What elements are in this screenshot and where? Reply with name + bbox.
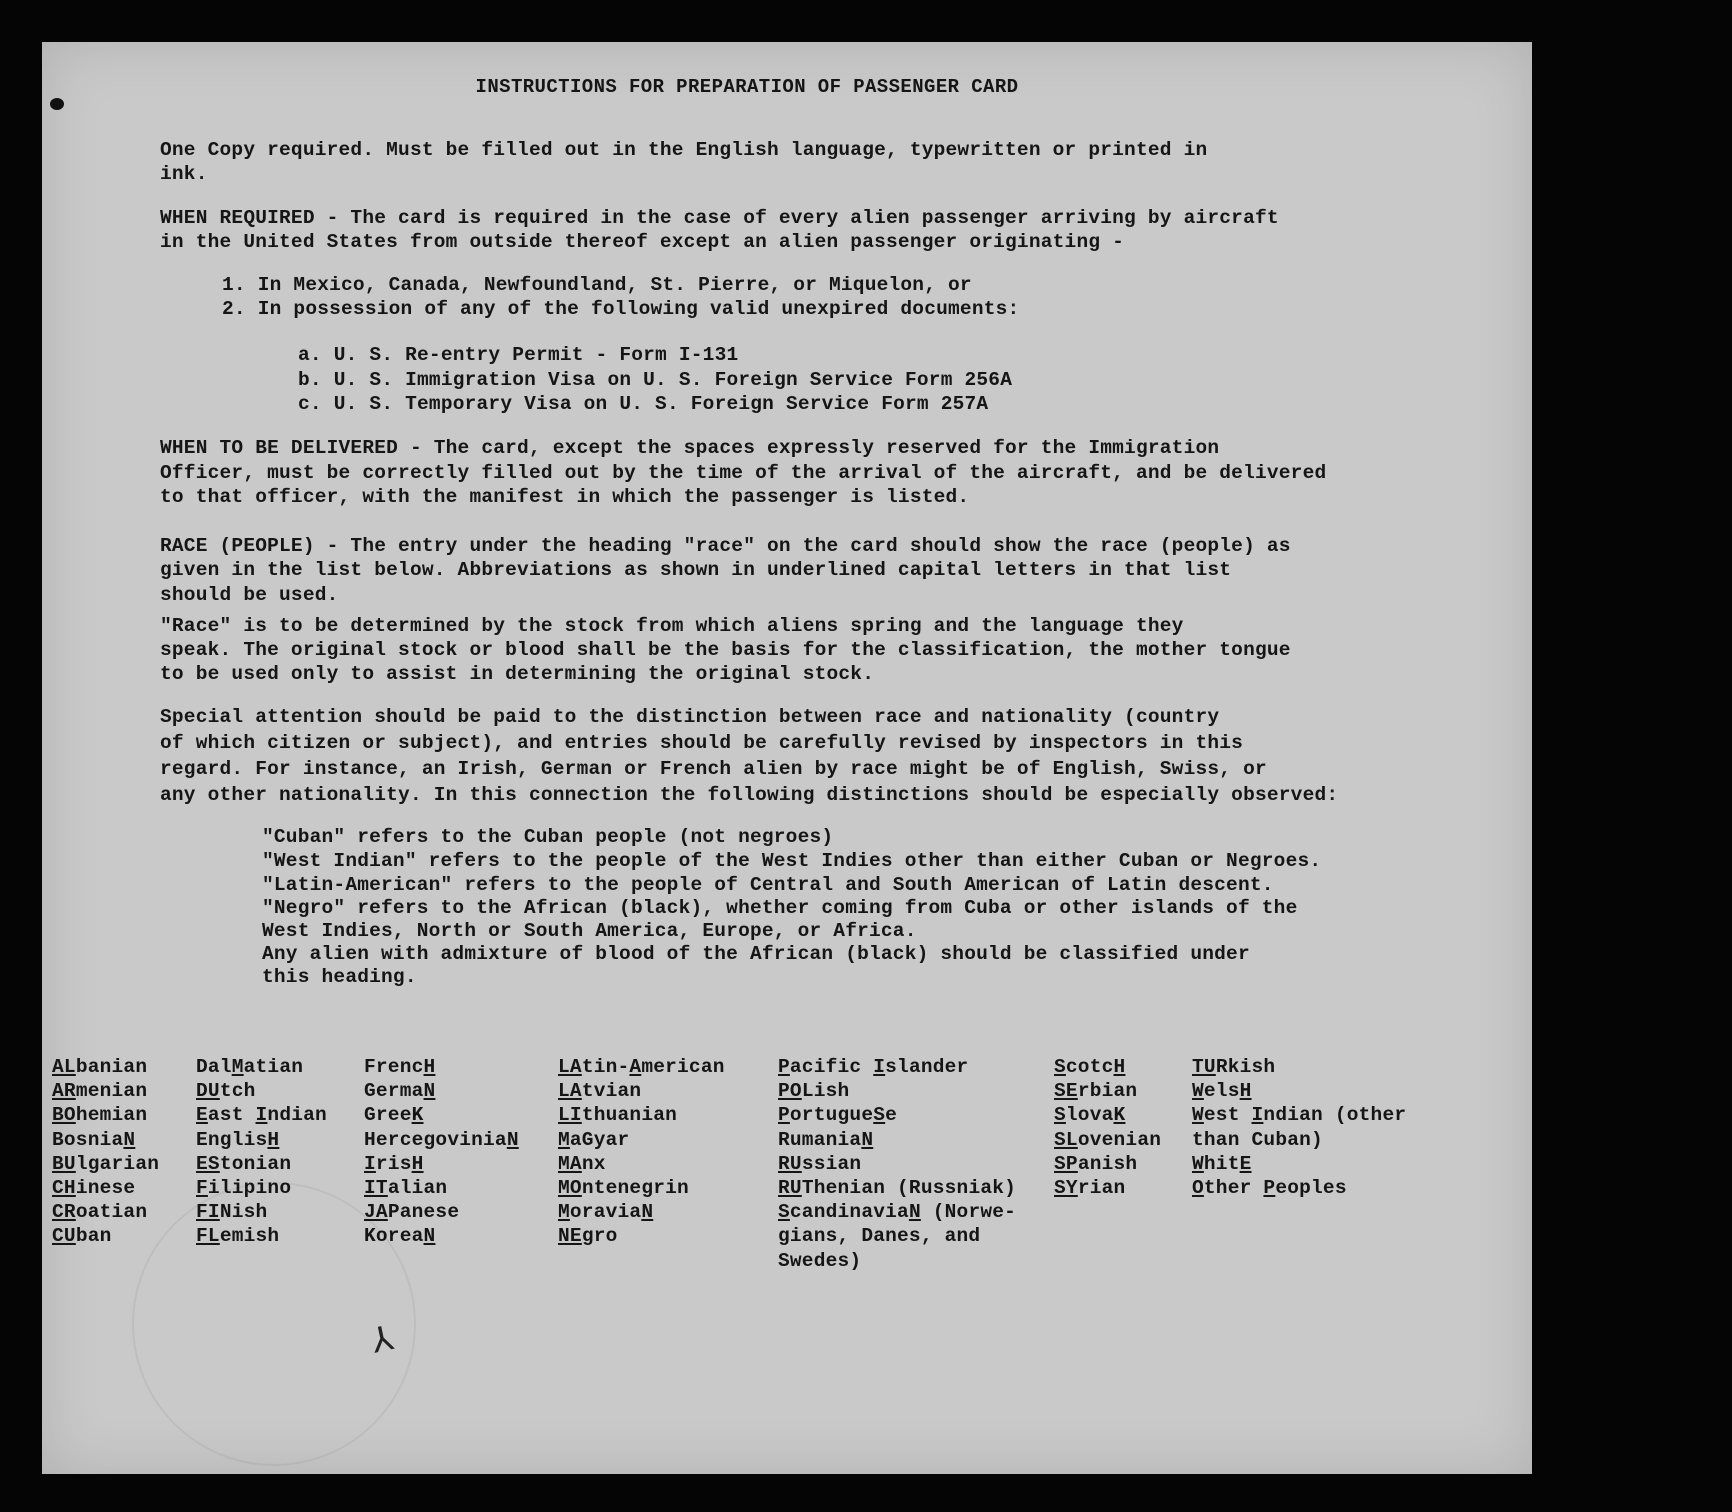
race-abbreviation: I [364, 1152, 376, 1175]
intro-line-1: One Copy required. Must be filled out in the English language, typewritten or printed in [160, 139, 1208, 161]
race-abbreviation: SL [1054, 1128, 1078, 1151]
race-entry [778, 1104, 897, 1128]
race-entry-text: ndian (other [1263, 1104, 1407, 1127]
when-required-line-1: WHEN REQUIRED - The card is required in the case of every alien passenger arriving by aircraft [160, 207, 1279, 229]
race-entry-text: hemian [75, 1104, 148, 1127]
intro-line-2: ink. [160, 163, 208, 185]
race-abbreviation: N [641, 1201, 654, 1224]
race-entry-text: gians, Danes, and [778, 1225, 981, 1248]
race-entry-text: ovenian [1077, 1128, 1162, 1151]
race-abbreviation: F [196, 1177, 208, 1199]
race-entry [196, 1129, 279, 1153]
race-entry-text: tvian [581, 1080, 642, 1103]
race-entry-text: thuanian [581, 1104, 678, 1127]
race-abbreviation: CR [52, 1201, 76, 1224]
race-entry-text: ntenegrin [581, 1177, 689, 1199]
race-abbreviation: S [1054, 1056, 1066, 1078]
race-entry-text: Lish [801, 1080, 850, 1103]
race-abbreviation: W [1192, 1152, 1204, 1175]
special-attention-line-1: Special attention should be paid to the distinction between race and nationality (country [160, 706, 1220, 728]
race-entry [52, 1080, 147, 1104]
race-entry-text: cotc [1065, 1056, 1114, 1078]
race-abbreviation: N [908, 1201, 921, 1224]
race-abbreviation: H [1239, 1080, 1252, 1103]
race-abbreviation: M [231, 1056, 244, 1078]
race-entry [196, 1056, 303, 1080]
distinction-cuban: "Cuban" refers to the Cuban people (not negroes) [262, 826, 834, 848]
special-attention-line-4: any other nationality. In this connection the following distinctions should be especially observed: [160, 784, 1339, 806]
document-page [42, 42, 1532, 1474]
race-abbreviation: AL [52, 1056, 76, 1078]
race-entry [558, 1080, 641, 1104]
race-entry-text: ther [1203, 1177, 1264, 1199]
race-abbreviation: TU [1192, 1056, 1216, 1078]
race-entry-text: rbian [1077, 1080, 1138, 1103]
race-entry-text: Germa [364, 1080, 424, 1103]
race-abbreviation: M [558, 1201, 570, 1224]
race-entry-text: Englis [196, 1128, 268, 1151]
race-entry [778, 1177, 1016, 1201]
race-entry [1192, 1056, 1275, 1080]
race-abbreviation: JA [364, 1201, 388, 1224]
race-entry-text: est [1203, 1104, 1252, 1127]
race-abbreviation: W [1192, 1080, 1204, 1103]
race-entry [1054, 1056, 1125, 1080]
race-entry-text: eoples [1275, 1177, 1347, 1199]
race-entry [1192, 1129, 1323, 1153]
race-entry [778, 1225, 980, 1249]
race-entry [364, 1129, 519, 1153]
race-entry [52, 1153, 159, 1177]
distinction-west-indian: "West Indian" refers to the people of the West Indies other than either Cuban or Negroes. [262, 850, 1322, 872]
race-entry-text: oravia [569, 1201, 642, 1224]
race-entry-text: candinavia [789, 1201, 909, 1224]
race-entry-text: tin- [581, 1056, 630, 1078]
race-entry-text: lova [1065, 1104, 1114, 1127]
special-attention-line-2: of which citizen or subject), and entries should be carefully revised by inspectors in this [160, 732, 1244, 754]
race-intro-line-3: should be used. [160, 584, 339, 606]
race-abbreviation: CH [52, 1177, 76, 1199]
distinction-admixture-line-1: Any alien with admixture of blood of the African (black) should be classified under [262, 943, 1250, 965]
distinction-latin-american: "Latin-American" refers to the people of Central and South American of Latin descent. [262, 874, 1274, 896]
race-abbreviation: P [1263, 1177, 1276, 1199]
race-entry [558, 1056, 725, 1080]
race-entry-text: Bosnia [52, 1128, 124, 1151]
race-entry-text: hit [1203, 1152, 1240, 1175]
race-entry-text: gro [581, 1225, 618, 1248]
race-entry [778, 1080, 849, 1104]
distinction-negro-line-2: West Indies, North or South America, Europe, or Africa. [262, 920, 917, 942]
race-entry-text: Gree [364, 1104, 412, 1127]
race-entry [1192, 1080, 1252, 1104]
race-abbreviation: K [1113, 1104, 1126, 1127]
race-entry [558, 1129, 629, 1153]
race-abbreviation: W [1192, 1104, 1204, 1127]
race-abbreviation: SP [1054, 1152, 1078, 1175]
distinction-admixture-line-2: this heading. [262, 966, 417, 988]
race-entry-text: (Norwe- [920, 1201, 1017, 1224]
ink-blot [50, 98, 64, 110]
when-delivered-line-3: to that officer, with the manifest in which the passenger is listed. [160, 486, 970, 508]
race-abbreviation: N [423, 1225, 436, 1248]
race-entry [778, 1129, 873, 1153]
race-abbreviation: FI [196, 1201, 220, 1224]
race-stock-line-2: speak. The original stock or blood shall be the basis for the classification, the mother tongue [160, 639, 1291, 661]
race-entry-text: Nish [219, 1201, 268, 1224]
race-intro-line-1: RACE (PEOPLE) - The entry under the heading "race" on the card should show the race (people) as [160, 535, 1291, 557]
when-delivered-line-2: Officer, must be correctly filled out by the time of the arrival of the aircraft, and be delivered [160, 462, 1327, 484]
race-entry [558, 1104, 677, 1128]
race-entry [1054, 1104, 1125, 1128]
race-entry [364, 1201, 459, 1225]
race-entry [778, 1201, 1016, 1225]
race-entry-text: inese [75, 1177, 136, 1199]
race-entry [364, 1056, 435, 1080]
race-abbreviation: BO [52, 1104, 76, 1127]
race-abbreviation: N [506, 1128, 519, 1151]
document-title: INSTRUCTIONS FOR PREPARATION OF PASSENGER CARD [475, 76, 1019, 98]
race-entry [364, 1104, 424, 1128]
race-entry [1192, 1153, 1252, 1177]
race-abbreviation: BU [52, 1152, 76, 1175]
race-abbreviation: K [411, 1104, 424, 1127]
race-entry-text: ndian [267, 1104, 327, 1127]
race-entry-text: Korea [364, 1225, 424, 1248]
race-entry-text: aGyar [569, 1128, 630, 1151]
race-entry-text: Panese [387, 1201, 460, 1224]
race-abbreviation: CU [52, 1225, 76, 1248]
race-abbreviation: P [778, 1104, 790, 1127]
race-stock-line-3: to be used only to assist in determining the original stock. [160, 663, 875, 685]
race-entry-text: Thenian (Russniak) [801, 1177, 1017, 1199]
race-entry-text: ris [375, 1152, 412, 1175]
race-entry [364, 1177, 447, 1201]
race-entry-text: nx [581, 1152, 606, 1175]
race-entry [52, 1177, 135, 1201]
race-entry [558, 1225, 618, 1249]
race-abbreviation: SE [1054, 1080, 1078, 1103]
race-entry-text: ast [207, 1104, 256, 1127]
race-abbreviation: I [873, 1056, 886, 1078]
handwritten-mark: ⅄ [368, 1318, 397, 1362]
race-entry-text: banian [75, 1056, 148, 1078]
document-item-a: a. U. S. Re-entry Permit - Form I-131 [298, 344, 739, 366]
race-abbreviation: RU [778, 1152, 802, 1175]
race-abbreviation: S [778, 1201, 790, 1224]
race-entry [52, 1056, 147, 1080]
race-abbreviation: H [267, 1128, 280, 1151]
race-abbreviation: ES [196, 1152, 220, 1175]
race-entry [1192, 1104, 1406, 1128]
document-item-b: b. U. S. Immigration Visa on U. S. Foreign Service Form 256A [298, 369, 1013, 391]
race-abbreviation: FL [196, 1225, 220, 1248]
race-entry [558, 1153, 606, 1177]
race-entry-text: than Cuban) [1192, 1128, 1323, 1151]
race-entry [196, 1104, 327, 1128]
race-entry [1054, 1129, 1161, 1153]
distinction-negro-line-1: "Negro" refers to the African (black), whether coming from Cuba or other islands of the [262, 897, 1298, 919]
race-entry-text: Hercegovinia [364, 1128, 507, 1151]
race-abbreviation: H [1113, 1056, 1126, 1078]
race-entry [558, 1177, 689, 1201]
race-stock-line-1: "Race" is to be determined by the stock from which aliens spring and the language they [160, 615, 1184, 637]
race-entry [778, 1250, 861, 1274]
race-entry-text: e [885, 1104, 898, 1127]
race-abbreviation: MO [558, 1177, 582, 1199]
race-entry-text: menian [75, 1080, 148, 1103]
numbered-item-1: 1. In Mexico, Canada, Newfoundland, St. Pierre, or Miquelon, or [222, 274, 972, 296]
race-abbreviation: H [423, 1056, 436, 1078]
race-entry-text: Rumania [778, 1128, 862, 1151]
race-entry-text: emish [219, 1225, 280, 1248]
race-abbreviation: LI [558, 1104, 582, 1127]
race-entry [364, 1080, 435, 1104]
race-entry [52, 1201, 147, 1225]
race-entry-text: tonian [219, 1152, 292, 1175]
race-entry-text: ilipino [207, 1177, 292, 1199]
race-entry [52, 1225, 112, 1249]
race-entry-text: Swedes) [778, 1249, 862, 1272]
race-entry-text: lgarian [75, 1152, 160, 1175]
race-entry-text: acific [789, 1056, 874, 1078]
race-entry-text: Dal [196, 1056, 232, 1078]
race-abbreviation: P [778, 1056, 790, 1078]
race-entry [778, 1056, 968, 1080]
race-entry [558, 1201, 653, 1225]
race-entry [196, 1080, 256, 1104]
race-entry [778, 1153, 861, 1177]
race-entry [52, 1129, 135, 1153]
race-abbreviation: I [255, 1104, 268, 1127]
race-entry-text: ban [75, 1225, 112, 1248]
when-required-line-2: in the United States from outside thereof except an alien passenger originating - [160, 231, 1125, 253]
race-abbreviation: S [1054, 1104, 1066, 1127]
race-entry [196, 1153, 291, 1177]
race-abbreviation: M [558, 1128, 570, 1151]
race-abbreviation: NE [558, 1225, 582, 1248]
race-abbreviation: A [629, 1056, 642, 1078]
document-item-c: c. U. S. Temporary Visa on U. S. Foreign Service Form 257A [298, 393, 989, 415]
race-abbreviation: LA [558, 1056, 582, 1078]
race-abbreviation: E [1239, 1152, 1252, 1175]
race-entry-text: oatian [75, 1201, 148, 1224]
race-entry-text: Frenc [364, 1056, 424, 1078]
race-entry-text: alian [387, 1177, 448, 1199]
race-entry [1054, 1153, 1137, 1177]
race-abbreviation: N [123, 1128, 136, 1151]
race-abbreviation: MA [558, 1152, 582, 1175]
race-entry-text: atian [243, 1056, 304, 1078]
race-abbreviation: AR [52, 1080, 76, 1103]
race-intro-line-2: given in the list below. Abbreviations as shown in underlined capital letters in that list [160, 559, 1232, 581]
race-entry [364, 1153, 424, 1177]
race-entry [1054, 1177, 1125, 1201]
race-entry-text: ssian [801, 1152, 862, 1175]
race-abbreviation: N [861, 1128, 874, 1151]
race-abbreviation: PO [778, 1080, 802, 1103]
special-attention-line-3: regard. For instance, an Irish, German or French alien by race might be of English, Swiss, or [160, 758, 1267, 780]
race-entry-text: rian [1077, 1177, 1126, 1199]
race-abbreviation: SY [1054, 1177, 1078, 1199]
race-abbreviation: RU [778, 1177, 802, 1199]
race-abbreviation: DU [196, 1080, 220, 1103]
race-abbreviation: E [196, 1104, 208, 1127]
race-entry-text: slander [885, 1056, 969, 1078]
numbered-item-2: 2. In possession of any of the following valid unexpired documents: [222, 298, 1020, 320]
when-delivered-line-1: WHEN TO BE DELIVERED - The card, except the spaces expressly reserved for the Immigration [160, 437, 1220, 459]
race-entry-text: tch [219, 1080, 256, 1103]
race-entry-text: ortugue [789, 1104, 874, 1127]
race-abbreviation: I [1251, 1104, 1264, 1127]
race-entry [1054, 1080, 1137, 1104]
race-abbreviation: IT [364, 1177, 388, 1199]
race-entry-text: anish [1077, 1152, 1138, 1175]
race-abbreviation: H [411, 1152, 424, 1175]
race-entry [1192, 1177, 1347, 1201]
race-abbreviation: S [873, 1104, 886, 1127]
race-entry-text: els [1203, 1080, 1240, 1103]
race-abbreviation: N [423, 1080, 436, 1103]
race-entry-text: Rkish [1215, 1056, 1276, 1078]
race-abbreviation: LA [558, 1080, 582, 1103]
race-abbreviation: O [1192, 1177, 1204, 1199]
race-entry-text: merican [641, 1056, 725, 1078]
race-entry [52, 1104, 147, 1128]
